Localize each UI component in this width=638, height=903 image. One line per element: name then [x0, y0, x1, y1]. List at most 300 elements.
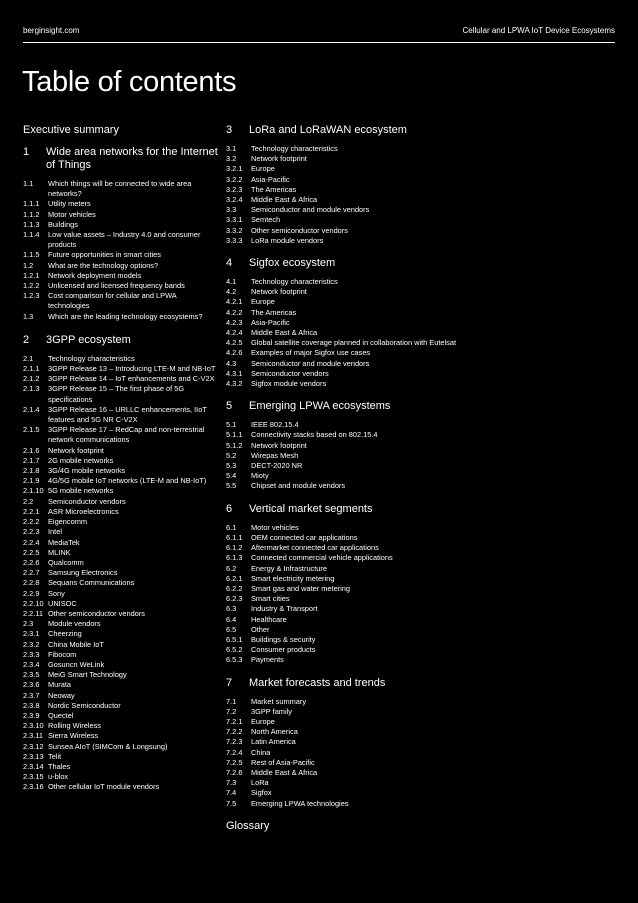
entry-title: Chipset and module vendors: [251, 481, 346, 491]
entry-title: OEM connected car applications: [251, 532, 358, 542]
toc-entry[interactable]: [226, 195, 618, 205]
toc-entry[interactable]: [23, 670, 218, 680]
entry-title: Sigfox module vendors: [251, 379, 327, 389]
toc-entry[interactable]: [226, 430, 618, 440]
entry-number: 6.1.3: [226, 553, 243, 563]
entry-title: 3GPP Release 16 – URLLC enhancements, IIoT features and 5G NR C-V2X: [48, 404, 207, 425]
toc-entry[interactable]: [226, 379, 618, 389]
entry-number: 4.3.1: [226, 368, 243, 378]
entry-title: Latin America: [251, 737, 296, 747]
page-title: Table of contents: [22, 66, 237, 98]
toc-entry[interactable]: [23, 711, 218, 721]
header-divider: [23, 42, 615, 43]
entry-title: Future opportunities in smart cities: [48, 250, 161, 260]
toc-entry[interactable]: [23, 782, 218, 792]
entry-number: 7.2: [226, 706, 237, 716]
toc-entry[interactable]: [226, 451, 618, 461]
section-title: LoRa and LoRaWAN ecosystem: [249, 124, 407, 136]
toc-entry[interactable]: [226, 635, 618, 645]
toc-entry[interactable]: [23, 364, 218, 374]
toc-entry[interactable]: [23, 250, 218, 260]
entry-title: MeiG Smart Technology: [48, 670, 127, 680]
entry-title: China: [251, 747, 271, 757]
entry-title: The Americas: [251, 307, 297, 317]
section-title: Executive summary: [23, 124, 119, 136]
toc-entry[interactable]: [23, 701, 218, 711]
entry-number: 2.2.6: [23, 557, 40, 567]
toc-entry[interactable]: [23, 261, 218, 271]
entry-title: LoRa module vendors: [251, 235, 324, 245]
toc-entry[interactable]: [226, 727, 618, 737]
toc-section-6[interactable]: [226, 503, 618, 516]
toc-entry[interactable]: [23, 179, 218, 199]
entry-number: 2.3.12: [23, 741, 44, 751]
toc-entry[interactable]: [226, 328, 618, 338]
toc-section-7[interactable]: [226, 677, 618, 690]
entry-title: Module vendors: [48, 619, 101, 629]
entry-title: 3GPP Release 17 – RedCap and non-terrestrial network communications: [48, 425, 205, 445]
section-title: Market forecasts and trends: [249, 676, 386, 689]
entry-number: 4.2.6: [226, 348, 243, 358]
entry-number: 2.2.5: [23, 547, 40, 557]
toc-entry[interactable]: [226, 185, 618, 195]
entry-number: 7.2.6: [226, 767, 243, 777]
toc-entry[interactable]: [226, 471, 618, 481]
entry-title: Utility meters: [48, 199, 91, 209]
entry-title: ASR Microelectronics: [48, 506, 119, 516]
toc-entry[interactable]: [226, 564, 618, 574]
entry-title: Neoway: [48, 690, 75, 700]
toc-entry[interactable]: [226, 574, 618, 584]
entry-title: Semiconductor and module vendors: [251, 358, 370, 368]
entry-number: 2.2.2: [23, 517, 40, 527]
entry-number: 5.1.2: [226, 440, 243, 450]
entry-number: 3.1: [226, 144, 237, 153]
entry-number: 2.3.16: [23, 782, 44, 792]
entry-number: 2.3.3: [23, 649, 40, 659]
entry-title: Europe: [251, 297, 275, 307]
entry-number: 7.2.5: [226, 757, 243, 767]
toc-entry[interactable]: [226, 625, 618, 635]
toc-entry[interactable]: [23, 456, 218, 466]
site-url[interactable]: berginsight.com: [23, 25, 80, 35]
toc-list-section-7: [226, 697, 618, 809]
entry-title: MLINK: [48, 547, 71, 557]
entry-number: 6.3: [226, 604, 237, 614]
entry-title: Other semiconductor vendors: [251, 225, 348, 235]
entry-number: 2.2.3: [23, 527, 40, 537]
toc-entry[interactable]: [23, 772, 218, 782]
entry-number: 3.2.1: [226, 164, 243, 174]
entry-number: 2.3.1: [23, 629, 40, 639]
toc-entry[interactable]: [23, 405, 218, 425]
toc-entry[interactable]: [226, 236, 618, 246]
toc-entry[interactable]: [226, 441, 618, 451]
entry-title: Emerging LPWA technologies: [251, 798, 349, 808]
entry-title: Sequans Communications: [48, 578, 135, 588]
entry-number: 3.3.3: [226, 235, 243, 245]
entry-number: 7.1: [226, 696, 237, 706]
toc-entry[interactable]: [23, 281, 218, 291]
entry-number: 1.1.5: [23, 250, 40, 260]
section-number: 2: [23, 333, 30, 346]
entry-number: 5.5: [226, 481, 237, 491]
toc-entry[interactable]: [226, 655, 618, 665]
entry-title: Middle East & Africa: [251, 767, 318, 777]
entry-number: 1.1.3: [23, 219, 40, 229]
toc-entry[interactable]: [226, 369, 618, 379]
toc-entry[interactable]: [226, 338, 618, 348]
entry-title: Connected commercial vehicle applications: [251, 553, 393, 563]
entry-number: 1.2.3: [23, 291, 40, 301]
toc-entry[interactable]: [23, 599, 218, 609]
toc-entry[interactable]: [23, 291, 218, 311]
entry-title: Consumer products: [251, 645, 316, 655]
section-number: 3: [226, 124, 233, 136]
entry-title: Rest of Asia-Pacific: [251, 757, 315, 767]
entry-number: 3.2.3: [226, 184, 243, 194]
toc-entry[interactable]: [226, 164, 618, 174]
toc-entry[interactable]: [226, 277, 618, 287]
section-number: 5: [226, 400, 233, 413]
entry-title: MediaTek: [48, 537, 80, 547]
entry-number: 2.3.13: [23, 751, 44, 761]
entry-number: 2.1.1: [23, 364, 40, 374]
entry-number: 2.1.4: [23, 404, 40, 414]
entry-title: Low value assets – Industry 4.0 and consumer products: [48, 230, 201, 250]
entry-title: Network footprint: [251, 287, 307, 297]
entry-number: 6.2.3: [226, 594, 243, 604]
entry-title: Europe: [251, 164, 275, 174]
toc-list-section-6: [226, 523, 618, 666]
toc-entry[interactable]: [23, 497, 218, 507]
entry-title: Market summary: [251, 696, 307, 706]
toc-entry[interactable]: [226, 461, 618, 471]
toc-entry[interactable]: [226, 533, 618, 543]
entry-number: 2.2.9: [23, 588, 40, 598]
toc-entry[interactable]: [226, 717, 618, 727]
toc-entry[interactable]: [226, 543, 618, 553]
toc-entry[interactable]: [23, 199, 218, 209]
toc-entry[interactable]: [23, 619, 218, 629]
toc-entry[interactable]: [23, 731, 218, 741]
entry-title: 3GPP family: [251, 706, 292, 716]
section-title: 3GPP ecosystem: [46, 333, 131, 346]
entry-number: 2.1: [23, 353, 34, 363]
entry-title: Semiconductor vendors: [48, 496, 126, 506]
toc-entry[interactable]: [23, 527, 218, 537]
entry-number: 2.2.11: [23, 608, 43, 618]
entry-title: 3G/4G mobile networks: [48, 466, 126, 476]
entry-title: Motor vehicles: [48, 209, 96, 219]
toc-entry[interactable]: [23, 691, 218, 701]
toc-entry[interactable]: [23, 762, 218, 772]
entry-number: 7.5: [226, 798, 237, 808]
entry-title: Unlicensed and licensed frequency bands: [48, 281, 185, 291]
entry-number: 3.3.1: [226, 215, 243, 225]
entry-title: Asia-Pacific: [251, 174, 290, 184]
entry-number: 7.2.1: [226, 716, 243, 726]
entry-number: 2.1.9: [23, 476, 40, 486]
toc-entry[interactable]: [23, 446, 218, 456]
toc-section-3[interactable]: [226, 124, 618, 137]
entry-number: 5.1: [226, 420, 237, 430]
entry-title: Telit: [48, 751, 62, 761]
toc-entry[interactable]: [23, 568, 218, 578]
toc-entry[interactable]: [23, 589, 218, 599]
entry-number: 7.2.3: [226, 737, 243, 747]
toc-entry[interactable]: [23, 640, 218, 650]
toc-entry[interactable]: [226, 778, 618, 788]
entry-title: Smart cities: [251, 594, 290, 604]
entry-title: Energy & Infrastructure: [251, 563, 327, 573]
toc-section-2[interactable]: [23, 334, 218, 347]
entry-number: 1.2.1: [23, 270, 40, 280]
entry-number: 4.2.1: [226, 297, 243, 307]
section-number: 1: [23, 146, 30, 158]
section-number: 7: [226, 676, 233, 689]
toc-entry[interactable]: [23, 507, 218, 517]
entry-number: 3.3.2: [226, 225, 243, 235]
section-number: 4: [226, 257, 233, 270]
entry-number: 2.3.4: [23, 659, 40, 669]
entry-number: 1.1.1: [23, 199, 40, 209]
entry-number: 2.1.8: [23, 466, 40, 476]
toc-section-executive-summary[interactable]: [23, 124, 218, 137]
entry-title: Gosuncn WeLink: [48, 659, 105, 669]
entry-title: Global satellite coverage planned in collaboration with Eutelsat: [251, 338, 457, 348]
entry-number: 7.2.2: [226, 727, 243, 737]
section-title: Emerging LPWA ecosystems: [249, 400, 391, 413]
toc-list-section-5: [226, 420, 618, 491]
entry-title: Smart electricity metering: [251, 573, 335, 583]
entry-number: 3.2.4: [226, 195, 243, 205]
section-title: Vertical market segments: [249, 502, 373, 515]
toc-section-4[interactable]: [226, 257, 618, 270]
toc-entry[interactable]: [226, 697, 618, 707]
entry-title: Wirepas Mesh: [251, 450, 299, 460]
toc-entry[interactable]: [23, 384, 218, 404]
toc-entry[interactable]: [226, 215, 618, 225]
entry-title: China Mobile IoT: [48, 639, 104, 649]
entry-title: Eigencomm: [48, 517, 88, 527]
toc-entry[interactable]: [226, 584, 618, 594]
toc-entry[interactable]: [23, 374, 218, 384]
toc-entry[interactable]: [226, 604, 618, 614]
toc-entry[interactable]: [23, 220, 218, 230]
entry-title: IEEE 802.15.4: [251, 420, 299, 430]
toc-entry[interactable]: [226, 523, 618, 533]
section-title: Sigfox ecosystem: [249, 257, 336, 270]
entry-title: Asia-Pacific: [251, 317, 290, 327]
entry-number: 1.1.2: [23, 209, 40, 219]
entry-title: North America: [251, 727, 298, 737]
toc-entry[interactable]: [226, 707, 618, 717]
toc-entry[interactable]: [226, 615, 618, 625]
toc-entry[interactable]: [23, 271, 218, 281]
entry-title: Semiconductor vendors: [251, 368, 329, 378]
entry-title: Sony: [48, 588, 65, 598]
entry-title: Sierra Wireless: [48, 731, 99, 741]
entry-title: Fibocom: [48, 649, 77, 659]
toc-entry[interactable]: [226, 175, 618, 185]
entry-title: Europe: [251, 716, 275, 726]
entry-number: 2.1.7: [23, 455, 40, 465]
entry-title: 4G/5G mobile IoT networks (LTE-M and NB-IoT): [48, 476, 207, 486]
entry-title: Technology characteristics: [48, 353, 135, 363]
toc-list-section-4: [226, 277, 618, 389]
toc-entry[interactable]: [226, 481, 618, 491]
toc-entry[interactable]: [226, 205, 618, 215]
entry-title: LoRa: [251, 778, 269, 788]
entry-number: 2.2.1: [23, 506, 40, 516]
toc-section-5[interactable]: [226, 400, 618, 413]
entry-number: 6.1.2: [226, 543, 243, 553]
section-title: Wide area networks for the Internet of Things: [46, 146, 218, 171]
toc-entry[interactable]: [226, 318, 618, 328]
toc-entry[interactable]: [226, 553, 618, 563]
entry-number: 3.3: [226, 205, 237, 215]
entry-title: Intel: [48, 527, 62, 537]
toc-entry[interactable]: [226, 645, 618, 655]
entry-number: 4.2.3: [226, 317, 243, 327]
toc-entry[interactable]: [23, 578, 218, 588]
entry-number: 2.2.4: [23, 537, 40, 547]
toc-entry[interactable]: [226, 308, 618, 318]
toc-entry[interactable]: [23, 517, 218, 527]
section-number: 6: [226, 502, 233, 515]
entry-title: Thales: [48, 761, 71, 771]
toc-entry[interactable]: [23, 354, 218, 364]
entry-title: Buildings & security: [251, 634, 316, 644]
toc-entry[interactable]: [226, 144, 618, 154]
toc-entry[interactable]: [23, 538, 218, 548]
entry-title: Mioty: [251, 471, 269, 481]
toc-entry[interactable]: [226, 420, 618, 430]
entry-title: Samsung Electronics: [48, 568, 118, 578]
entry-title: Network footprint: [251, 154, 307, 164]
toc-entry[interactable]: [226, 799, 618, 809]
toc-entry[interactable]: [23, 548, 218, 558]
entry-title: Semtech: [251, 215, 281, 225]
toc-entry[interactable]: [23, 680, 218, 690]
entry-number: 5.4: [226, 471, 237, 481]
toc-entry[interactable]: [23, 752, 218, 762]
toc-entry[interactable]: [23, 650, 218, 660]
toc-entry[interactable]: [23, 609, 218, 619]
entry-number: 2.3.2: [23, 639, 40, 649]
entry-number: 4.3.2: [226, 379, 243, 389]
entry-title: Which things will be connected to wide area networks?: [48, 179, 192, 199]
toc-entry[interactable]: [226, 737, 618, 747]
entry-title: Technology characteristics: [251, 144, 338, 153]
entry-title: Aftermarket connected car applications: [251, 543, 379, 553]
toc-entry[interactable]: [23, 660, 218, 670]
toc-entry[interactable]: [226, 359, 618, 369]
toc-left-column: [23, 124, 218, 793]
toc-entry[interactable]: [23, 230, 218, 250]
page-header: [23, 24, 615, 36]
entry-title: 5G mobile networks: [48, 486, 114, 496]
entry-number: 6.1.1: [226, 532, 243, 542]
toc-entry[interactable]: [23, 476, 218, 486]
entry-title: Quectel: [48, 710, 74, 720]
entry-number: 2.1.2: [23, 374, 40, 384]
toc-entry[interactable]: [226, 154, 618, 164]
entry-number: 4.2: [226, 287, 237, 297]
entry-number: 2.2.10: [23, 598, 44, 608]
entry-title: Cheerzing: [48, 629, 82, 639]
entry-number: 6.2: [226, 563, 237, 573]
entry-title: Which are the leading technology ecosystems?: [48, 311, 203, 321]
entry-title: Industry & Transport: [251, 604, 318, 614]
entry-title: 3GPP Release 15 – The first phase of 5G specifications: [48, 384, 185, 404]
entry-number: 6.5: [226, 624, 237, 634]
entry-number: 7.3: [226, 778, 237, 788]
entry-number: 2.3.8: [23, 700, 40, 710]
entry-number: 6.4: [226, 614, 237, 624]
entry-title: UNISOC: [48, 598, 77, 608]
entry-title: Cost comparison for cellular and LPWA technologies: [48, 291, 177, 311]
toc-entry[interactable]: [23, 629, 218, 639]
toc-entry[interactable]: [23, 210, 218, 220]
entry-number: 2.1.3: [23, 384, 40, 394]
toc-entry[interactable]: [23, 486, 218, 496]
entry-title: Semiconductor and module vendors: [251, 205, 370, 215]
toc-entry[interactable]: [23, 312, 218, 322]
entry-title: Smart gas and water metering: [251, 583, 350, 593]
entry-title: Sigfox: [251, 788, 272, 798]
entry-number: 2.3.11: [23, 731, 43, 741]
entry-number: 6.2.1: [226, 573, 243, 583]
entry-number: 2.3.15: [23, 772, 44, 782]
report-title: Cellular and LPWA IoT Device Ecosystems: [462, 25, 615, 35]
toc-entry[interactable]: [226, 226, 618, 236]
entry-number: 6.5.3: [226, 655, 243, 665]
entry-number: 3.2.2: [226, 174, 243, 184]
entry-number: 7.4: [226, 788, 237, 798]
entry-title: 3GPP Release 14 – IoT enhancements and C-V2X: [48, 374, 215, 384]
toc-entry[interactable]: [23, 721, 218, 731]
toc-entry[interactable]: [226, 348, 618, 358]
toc-entry[interactable]: [226, 287, 618, 297]
toc-entry[interactable]: [226, 594, 618, 604]
toc-entry[interactable]: [23, 466, 218, 476]
toc-glossary[interactable]: Glossary: [226, 819, 270, 832]
toc-entry[interactable]: [23, 425, 218, 445]
entry-title: Other semiconductor vendors: [48, 608, 145, 618]
entry-number: 2.3.6: [23, 680, 40, 690]
toc-entry[interactable]: [23, 742, 218, 752]
entry-title: Rolling Wireless: [48, 721, 101, 731]
entry-number: 7.2.4: [226, 747, 243, 757]
toc-list-section-2: [23, 354, 218, 793]
entry-title: Other: [251, 624, 270, 634]
entry-title: Middle East & Africa: [251, 328, 318, 338]
entry-number: 5.2: [226, 450, 237, 460]
entry-number: 4.2.2: [226, 307, 243, 317]
toc-entry[interactable]: [226, 788, 618, 798]
toc-entry[interactable]: [226, 758, 618, 768]
toc-entry[interactable]: [226, 768, 618, 778]
toc-list-section-1: [23, 179, 218, 322]
toc-entry[interactable]: [23, 558, 218, 568]
toc-entry[interactable]: [226, 297, 618, 307]
toc-entry[interactable]: [226, 748, 618, 758]
entry-number: 6.2.2: [226, 583, 243, 593]
toc-section-1[interactable]: [23, 146, 218, 172]
entry-number: 1.1.4: [23, 230, 40, 240]
